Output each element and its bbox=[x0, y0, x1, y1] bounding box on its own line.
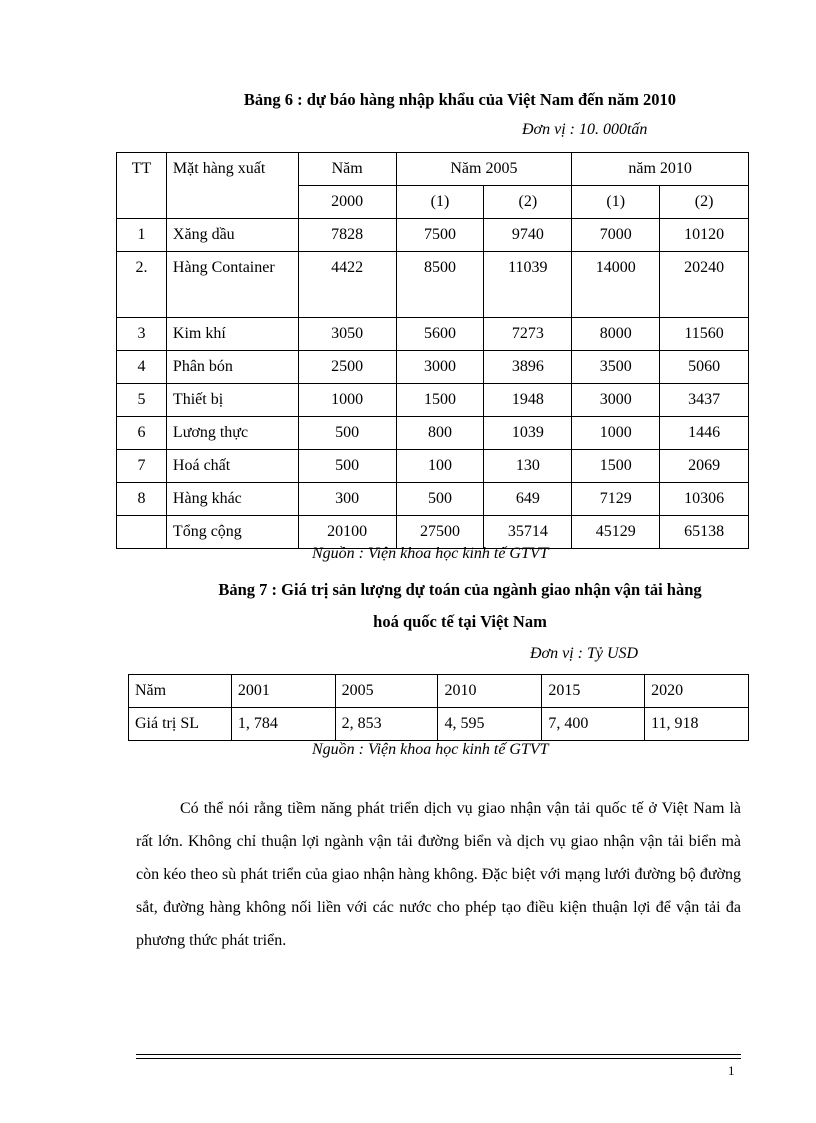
cell-tt: 1 bbox=[117, 219, 167, 252]
cell-tt: 6 bbox=[117, 417, 167, 450]
cell-tt: 3 bbox=[117, 318, 167, 351]
cell-tt bbox=[117, 516, 167, 549]
body-paragraph bbox=[136, 792, 741, 957]
cell-2010-2: 2069 bbox=[660, 450, 749, 483]
table7-header-cell: 2015 bbox=[542, 675, 645, 708]
cell-tt: 2. bbox=[117, 252, 167, 318]
cell-2010-2: 20240 bbox=[660, 252, 749, 318]
cell-item: Xăng dầu bbox=[166, 219, 298, 252]
header-2005-sub2: (2) bbox=[484, 186, 572, 219]
header-2010-sub2: (2) bbox=[660, 186, 749, 219]
table7-unit: Đơn vị : Tỷ USD bbox=[530, 645, 639, 662]
cell-2010-1: 3500 bbox=[572, 351, 660, 384]
cell-tt: 7 bbox=[117, 450, 167, 483]
table6-unit: Đơn vị : 10. 000tấn bbox=[522, 121, 648, 138]
cell-2005-2: 11039 bbox=[484, 252, 572, 318]
cell-2005-2: 7273 bbox=[484, 318, 572, 351]
cell-2005-1: 100 bbox=[396, 450, 484, 483]
cell-2010-1: 7000 bbox=[572, 219, 660, 252]
cell-2005-1: 8500 bbox=[396, 252, 484, 318]
cell-2005-1: 800 bbox=[396, 417, 484, 450]
cell-2010-2: 10120 bbox=[660, 219, 749, 252]
table6 bbox=[116, 152, 749, 549]
table7-value-cell: Giá trị SL bbox=[129, 708, 232, 741]
cell-2010-2: 11560 bbox=[660, 318, 749, 351]
cell-2005-2: 9740 bbox=[484, 219, 572, 252]
cell-2005-1: 500 bbox=[396, 483, 484, 516]
cell-2000: 4422 bbox=[298, 252, 396, 318]
cell-2005-1: 27500 bbox=[396, 516, 484, 549]
table-row bbox=[117, 318, 749, 351]
table7 bbox=[128, 674, 749, 741]
cell-2000: 7828 bbox=[298, 219, 396, 252]
table7-header-cell: 2020 bbox=[645, 675, 749, 708]
cell-2000: 1000 bbox=[298, 384, 396, 417]
footer-rule bbox=[136, 1054, 741, 1055]
table7-value-cell: 4, 595 bbox=[438, 708, 542, 741]
header-tt: TT bbox=[117, 153, 167, 219]
cell-2010-1: 1500 bbox=[572, 450, 660, 483]
cell-2010-2: 3437 bbox=[660, 384, 749, 417]
header-2010-sub1: (1) bbox=[572, 186, 660, 219]
table6-header-row bbox=[117, 153, 749, 186]
cell-2005-1: 7500 bbox=[396, 219, 484, 252]
header-2000-a: Năm bbox=[298, 153, 396, 186]
cell-tt: 5 bbox=[117, 384, 167, 417]
cell-2005-1: 3000 bbox=[396, 351, 484, 384]
cell-2010-2: 5060 bbox=[660, 351, 749, 384]
body-paragraph-text: Có thể nói rằng tiềm năng phát triển dịch vụ giao nhận vận tải quốc tế ở Việt Nam là rất lớn. Không chỉ thuận lợi ngành vận tải đường biển và dịch vụ giao nhận vận tải biển mà còn kéo theo sù phát triển của giao nhận hàng không. Đặc biệt với mạng lưới đường bộ đường sắt, đường hàng không nối liền với các nước cho phép tạo điều kiện thuận lợi để vận tải đa phương thức phát triển. bbox=[136, 800, 741, 949]
table-row bbox=[117, 450, 749, 483]
table6-source: Nguồn : Viện khoa học kinh tế GTVT bbox=[312, 545, 549, 562]
cell-2005-2: 1948 bbox=[484, 384, 572, 417]
cell-2010-1: 1000 bbox=[572, 417, 660, 450]
header-item: Mặt hàng xuất bbox=[166, 153, 298, 219]
cell-2005-2: 130 bbox=[484, 450, 572, 483]
cell-2010-1: 3000 bbox=[572, 384, 660, 417]
table6-title: Bảng 6 : dự báo hàng nhập khẩu của Việt Nam đến năm 2010 bbox=[243, 90, 677, 109]
cell-2010-1: 45129 bbox=[572, 516, 660, 549]
cell-item: Hàng khác bbox=[166, 483, 298, 516]
table-total-row bbox=[117, 516, 749, 549]
cell-item: Lương thực bbox=[166, 417, 298, 450]
header-2010: năm 2010 bbox=[572, 153, 749, 186]
cell-tt: 8 bbox=[117, 483, 167, 516]
cell-item: Phân bón bbox=[166, 351, 298, 384]
cell-2005-1: 5600 bbox=[396, 318, 484, 351]
table-row bbox=[117, 219, 749, 252]
cell-2010-2: 1446 bbox=[660, 417, 749, 450]
cell-2000: 300 bbox=[298, 483, 396, 516]
table7-value-cell: 2, 853 bbox=[335, 708, 438, 741]
table7-header-cell: 2005 bbox=[335, 675, 438, 708]
table7-title-line2: hoá quốc tế tại Việt Nam bbox=[373, 612, 547, 631]
footer-rule-thin bbox=[136, 1058, 741, 1059]
table-row bbox=[117, 483, 749, 516]
cell-2000: 20100 bbox=[298, 516, 396, 549]
page-number: 1 bbox=[728, 1063, 735, 1078]
table7-value-row bbox=[129, 708, 749, 741]
header-2005: Năm 2005 bbox=[396, 153, 572, 186]
cell-2010-1: 7129 bbox=[572, 483, 660, 516]
cell-2005-2: 35714 bbox=[484, 516, 572, 549]
cell-2010-2: 65138 bbox=[660, 516, 749, 549]
table-row bbox=[117, 252, 749, 318]
table-row bbox=[117, 384, 749, 417]
cell-tt: 4 bbox=[117, 351, 167, 384]
cell-item: Hàng Container bbox=[166, 252, 298, 318]
cell-2005-2: 649 bbox=[484, 483, 572, 516]
table7-header-cell: 2001 bbox=[231, 675, 335, 708]
cell-2005-1: 1500 bbox=[396, 384, 484, 417]
table7-value-cell: 11, 918 bbox=[645, 708, 749, 741]
cell-2000: 3050 bbox=[298, 318, 396, 351]
cell-2000: 500 bbox=[298, 450, 396, 483]
cell-item: Tổng cộng bbox=[166, 516, 298, 549]
cell-2000: 2500 bbox=[298, 351, 396, 384]
table7-header-cell: 2010 bbox=[438, 675, 542, 708]
cell-2005-2: 1039 bbox=[484, 417, 572, 450]
cell-2010-1: 8000 bbox=[572, 318, 660, 351]
cell-item: Kim khí bbox=[166, 318, 298, 351]
header-2005-sub1: (1) bbox=[396, 186, 484, 219]
table7-value-cell: 1, 784 bbox=[231, 708, 335, 741]
cell-2000: 500 bbox=[298, 417, 396, 450]
cell-item: Thiết bị bbox=[166, 384, 298, 417]
table-row bbox=[117, 417, 749, 450]
cell-item: Hoá chất bbox=[166, 450, 298, 483]
table-row bbox=[117, 351, 749, 384]
cell-2010-2: 10306 bbox=[660, 483, 749, 516]
header-2000-b: 2000 bbox=[298, 186, 396, 219]
table7-value-cell: 7, 400 bbox=[542, 708, 645, 741]
table7-header-cell: Năm bbox=[129, 675, 232, 708]
table7-title-line1: Bảng 7 : Giá trị sản lượng dự toán của ngành giao nhận vận tải hàng bbox=[218, 580, 702, 599]
cell-2010-1: 14000 bbox=[572, 252, 660, 318]
table7-source: Nguồn : Viện khoa học kinh tế GTVT bbox=[312, 741, 549, 758]
table7-header-row bbox=[129, 675, 749, 708]
cell-2005-2: 3896 bbox=[484, 351, 572, 384]
